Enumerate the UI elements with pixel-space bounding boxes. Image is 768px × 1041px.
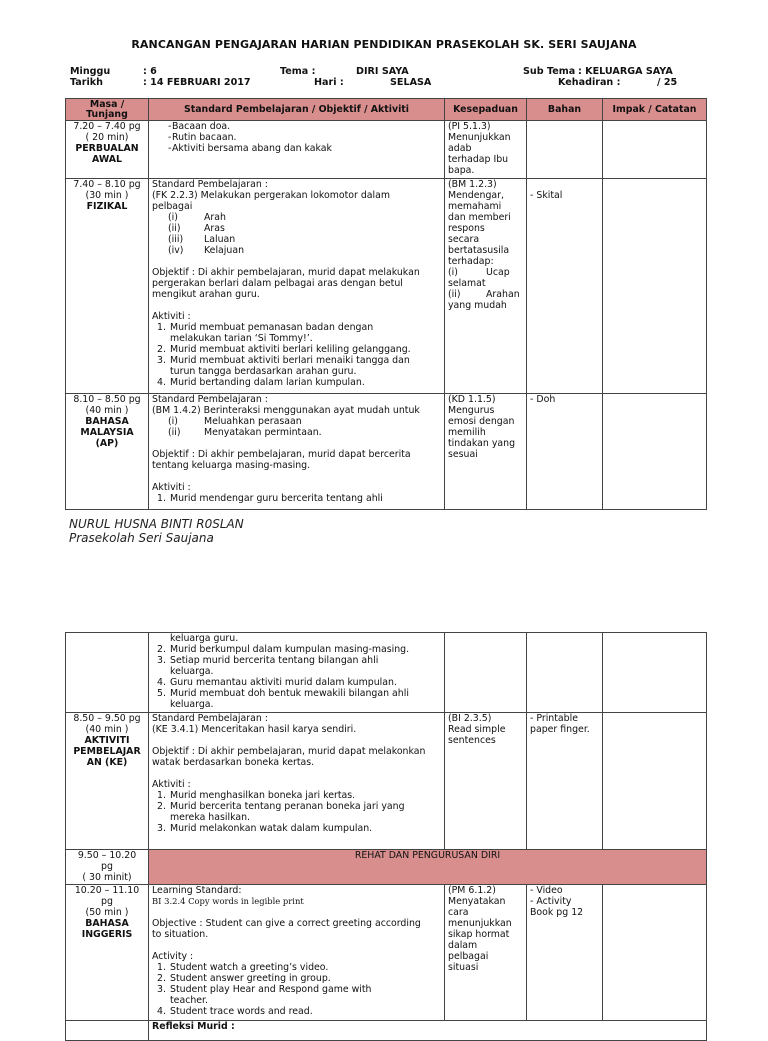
list-item: 2. Student answer greeting in group. xyxy=(157,973,331,984)
impak-cell xyxy=(603,633,707,713)
kesepaduan-cell: (PM 6.1.2) Menyatakan cara menunjukkan sikap hormat dalam pelbagai situasi xyxy=(445,885,527,1021)
tema-value: DIRI SAYA xyxy=(356,66,409,77)
kesepaduan-cell: (BI 2.3.5) Read simple sentences xyxy=(445,713,527,850)
list-item: 3. Setiap murid bercerita tentang bilangan ahli keluarga. xyxy=(157,655,379,677)
list-item: (iii) Laluan xyxy=(168,234,236,245)
kehadiran-value: / 25 xyxy=(657,77,678,88)
impak-cell xyxy=(603,121,707,179)
bahan-cell: - Printable paper finger. xyxy=(527,713,603,850)
list-item: (i) Meluahkan perasaan xyxy=(168,416,302,427)
tema-label: Tema : xyxy=(280,66,316,77)
kesepaduan-cell: (PI 5.1.3) Menunjukkan adab terhadap Ibu bapa. xyxy=(445,121,527,179)
list-item: - Rutin bacaan. xyxy=(168,132,237,143)
table-row xyxy=(66,633,707,713)
list-item: 3. Murid melakonkan watak dalam kumpulan. xyxy=(157,823,373,834)
activity-cell xyxy=(149,633,445,713)
table-row xyxy=(66,850,707,885)
header-kesepaduan: Kesepaduan xyxy=(445,99,527,121)
tarikh-value: : 14 FEBRUARI 2017 xyxy=(143,77,251,88)
table-row xyxy=(66,713,707,850)
minggu-label: Minggu xyxy=(70,66,111,77)
time-cell: 7.20 – 7.40 pg ( 20 min) PERBUALAN AWAL xyxy=(66,121,149,179)
teacher-name: NURUL HUSNA BINTI R0SLAN xyxy=(69,517,244,531)
kehadiran-label: Kehadiran : xyxy=(558,77,621,88)
time-cell: 7.40 – 8.10 pg (30 min ) FIZIKAL xyxy=(66,179,149,394)
header-impak: Impak / Catatan xyxy=(603,99,707,121)
bahan-cell xyxy=(527,633,603,713)
hari-label: Hari : xyxy=(314,77,344,88)
list-item: 5. Murid membuat doh bentuk mewakili bilangan ahli keluarga. xyxy=(157,688,409,710)
bahan-cell: - Video - Activity Book pg 12 xyxy=(527,885,603,1021)
subtema-label: Sub Tema xyxy=(523,66,576,77)
list-item: 4. Student trace words and read. xyxy=(157,1006,313,1017)
list-item: (ii) Aras xyxy=(168,223,225,234)
activity-cell xyxy=(149,121,445,179)
activity-cell: Standard Pembelajaran : (KE 3.4.1) Menceritakan hasil karya sendiri. Objektif : Di akhir pembelajaran, murid dapat melakonkan watak berdasarkan boneka kertas. Aktiviti : 1. Murid menghasilkan boneka jari kertas. 2. Murid bercerita tentang peranan boneka jari yang mereka hasilkan. 3. Murid melakonkan watak dalam kumpulan. xyxy=(149,713,445,850)
list-item: 4. Murid bertanding dalam larian kumpulan. xyxy=(157,377,365,388)
list-item: 3. Student play Hear and Respond game with teacher. xyxy=(157,984,372,1006)
kesepaduan-cell: (KD 1.1.5) Mengurus emosi dengan memilih tindakan yang sesuai xyxy=(445,394,527,510)
list-item: - Aktiviti bersama abang dan kakak xyxy=(168,143,332,154)
impak-cell xyxy=(603,713,707,850)
bahan-cell: - Skital xyxy=(527,179,603,394)
minggu-value: : 6 xyxy=(143,66,157,77)
hari-value: SELASA xyxy=(390,77,432,88)
tarikh-label: Tarikh xyxy=(70,77,104,88)
list-item: 1. Murid menghasilkan boneka jari kertas. xyxy=(157,790,356,801)
break-banner: REHAT DAN PENGURUSAN DIRI xyxy=(149,850,707,885)
reflection-label: Refleksi Murid : xyxy=(149,1021,707,1041)
impak-cell xyxy=(603,885,707,1021)
time-cell xyxy=(66,633,149,713)
time-cell: 8.10 – 8.50 pg (40 min ) BAHASA MALAYSIA (AP) xyxy=(66,394,149,510)
list-item: 2. Murid berkumpul dalam kumpulan masing-masing. xyxy=(157,644,410,655)
activity-cell: Standard Pembelajaran : (FK 2.2.3) Melakukan pergerakan lokomotor dalam pelbagai (i) Arah (ii) Aras (iii) Laluan (iv) Kelajuan Objektif : Di akhir pembelajaran, murid dapat melakukan pergerakan berlari dalam pelbagai aras dengan betul mengikut arahan guru. Aktiviti : 1. Murid membuat pemanasan badan dengan melakukan tarian ‘Si Tommy!’. 2. Murid membuat aktiviti berlari keliling gelanggang. 3. Murid membuat aktiviti berlari menaiki tangga dan turun tangga berdasarkan arahan guru. 4. Murid bertanding dalam larian kumpulan. xyxy=(149,179,445,394)
list-item: - Bacaan doa. xyxy=(168,121,231,132)
header-standard: Standard Pembelajaran / Objektif / Aktiviti xyxy=(149,99,445,121)
list-item: 1. Student watch a greeting’s video. xyxy=(157,962,329,973)
table-row xyxy=(66,179,707,394)
time-cell: 8.50 – 9.50 pg (40 min ) AKTIVITI PEMBELAJAR AN (KE) xyxy=(66,713,149,850)
table-row xyxy=(66,394,707,510)
activity-cell: Standard Pembelajaran : (BM 1.4.2) Berinteraksi menggunakan ayat mudah untuk (i) Meluahkan perasaan (ii) Menyatakan permintaan. Objektif : Di akhir pembelajaran, murid dapat bercerita tentang keluarga masing-masing. Aktiviti : 1. Murid mendengar guru bercerita tentang ahli xyxy=(149,394,445,510)
table-row xyxy=(66,885,707,1021)
impak-cell xyxy=(603,179,707,394)
list-item: 2. Murid bercerita tentang peranan boneka jari yang mereka hasilkan. xyxy=(157,801,405,823)
lesson-plan-table xyxy=(65,98,707,510)
list-item: 1. Murid mendengar guru bercerita tentang ahli xyxy=(157,493,383,504)
time-cell: 10.20 – 11.10 pg (50 min ) BAHASA INGGERIS xyxy=(66,885,149,1021)
lesson-plan-table-continued xyxy=(65,632,707,1041)
list-item: (iv) Kelajuan xyxy=(168,245,245,256)
bahan-cell: - Doh xyxy=(527,394,603,510)
activity-cell: Learning Standard: BI 3.2.4 Copy words in legible print Objective : Student can give a correct greeting according to situation. Activity : 1. Student watch a greeting’s video. 2. Student answer greeting in group. 3. Student play Hear and Respond game with teacher. 4. Student trace words and read. xyxy=(149,885,445,1021)
school-name: Prasekolah Seri Saujana xyxy=(69,531,214,545)
list-item: 4. Guru memantau aktiviti murid dalam kumpulan. xyxy=(157,677,397,688)
table-row xyxy=(66,121,707,179)
kesepaduan-cell: (BM 1.2.3) Mendengar, memahami dan memberi respons secara bertatasusila terhadap: (i) Ucap selamat (ii) Arahan yang mudah xyxy=(445,179,527,394)
subtema-value: : KELUARGA SAYA xyxy=(578,66,673,77)
bahan-cell xyxy=(527,121,603,179)
list-item: (i) Arah xyxy=(168,212,226,223)
table-header-row xyxy=(66,99,707,121)
header-bahan: Bahan xyxy=(527,99,603,121)
list-item: keluarga guru. xyxy=(170,633,239,644)
list-item: 1. Murid membuat pemanasan badan dengan melakukan tarian ‘Si Tommy!’. xyxy=(157,322,374,344)
impak-cell xyxy=(603,394,707,510)
list-item: 3. Murid membuat aktiviti berlari menaiki tangga dan turun tangga berdasarkan arahan guru. xyxy=(157,355,410,377)
list-item: 2. Murid membuat aktiviti berlari keliling gelanggang. xyxy=(157,344,411,355)
header-masa: Masa / Tunjang xyxy=(66,99,149,121)
kesepaduan-cell xyxy=(445,633,527,713)
list-item: (ii) Menyatakan permintaan. xyxy=(168,427,322,438)
page-title: RANCANGAN PENGAJARAN HARIAN PENDIDIKAN PRASEKOLAH SK. SERI SAUJANA xyxy=(131,38,637,51)
time-cell: 9.50 – 10.20 pg ( 30 minit) xyxy=(66,850,149,885)
